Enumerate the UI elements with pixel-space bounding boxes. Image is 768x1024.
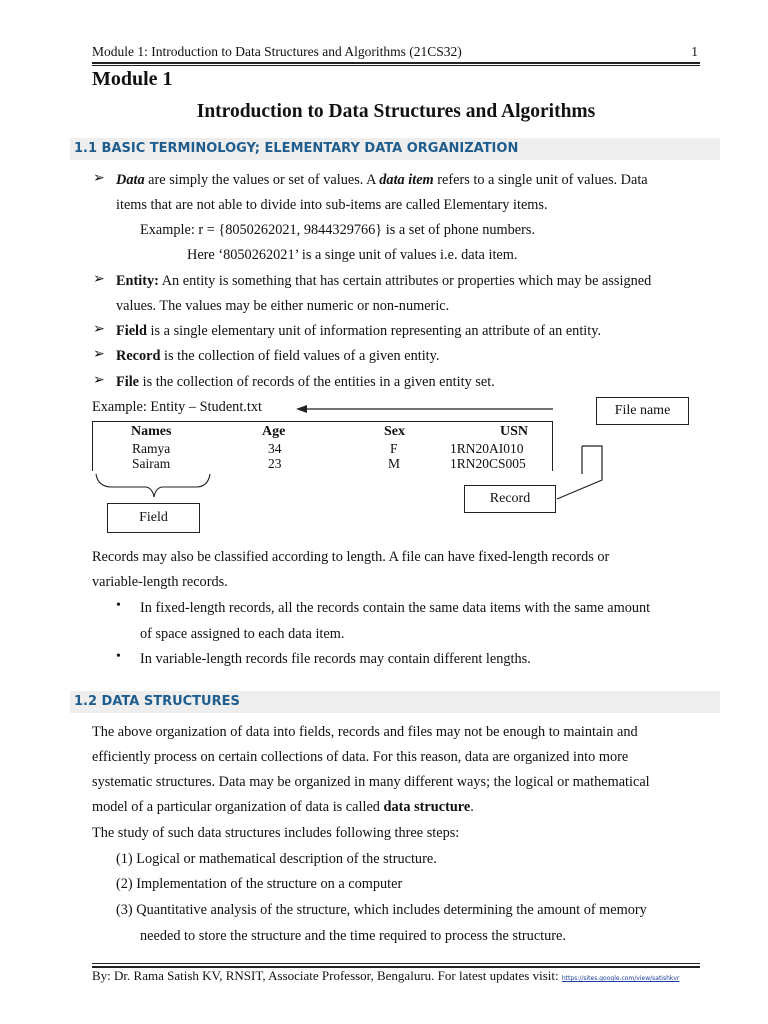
field-box: Field [107, 503, 200, 533]
running-title: Module 1: Introduction to Data Structures and Algorithms (21CS32) [92, 44, 462, 59]
ds-paragraph-line1: The above organization of data into fields, records and files may not be enough to maintain and [92, 724, 638, 740]
footer-author: By: Dr. Rama Satish KV, RNSIT, Associate Professor, Bengaluru. For latest updates visit: [92, 968, 562, 983]
record-definition: Record is the collection of field values of a given entity. [116, 348, 440, 364]
example-phone-numbers: Example: r = {8050262021, 9844329766} is a set of phone numbers. [140, 222, 536, 238]
bullet-dot-icon: • [116, 649, 121, 664]
module-label: Module 1 [92, 68, 173, 90]
records-paragraph-line2: variable-length records. [92, 574, 228, 590]
field-brace-icon [96, 474, 210, 497]
table-cell: Sairam [132, 456, 171, 471]
data-definition: Data are simply the values or set of values. A data item refers to a single unit of values. Data [116, 172, 648, 188]
page-number: 1 [691, 44, 698, 59]
table-cell: 1RN20CS005 [450, 456, 526, 471]
page-footer [92, 968, 679, 984]
data-item-term: data item [379, 172, 434, 188]
section-heading-1-1: 1.1 BASIC TERMINOLOGY; ELEMENTARY DATA ORGANIZATION [70, 138, 720, 160]
table-header-sex: Sex [384, 424, 405, 439]
field-definition: Field is a single elementary unit of information representing an attribute of an entity. [116, 323, 602, 339]
arrow-bullet-icon: ➢ [93, 347, 105, 362]
arrow-bullet-icon: ➢ [93, 373, 105, 388]
record-bracket [557, 446, 602, 499]
fixed-length-line2: of space assigned to each data item. [140, 626, 345, 642]
table-cell: 34 [268, 441, 282, 456]
table-header-names: Names [131, 424, 172, 439]
step-3-line2: needed to store the structure and the time required to process the structure. [140, 928, 566, 944]
example-data-item: Here ‘8050262021’ is a singe unit of values i.e. data item. [187, 247, 518, 263]
records-paragraph-line1: Records may also be classified according to length. A file can have fixed-length records or [92, 549, 610, 565]
ds-paragraph-line4: model of a particular organization of data is called data structure. [92, 799, 474, 815]
document-title: Introduction to Data Structures and Algorithms [196, 101, 596, 122]
step-1: (1) Logical or mathematical description of the structure. [116, 851, 437, 867]
arrow-bullet-icon: ➢ [93, 171, 105, 186]
file-definition: File is the collection of records of the entities in a given entity set. [116, 374, 495, 390]
table-cell: 1RN20AI010 [450, 441, 524, 456]
arrow-bullet-icon: ➢ [93, 272, 105, 287]
variable-length-line: In variable-length records file records may contain different lengths. [140, 651, 531, 667]
arrow-head-icon [296, 405, 307, 413]
step-3-line1: (3) Quantitative analysis of the structure, which includes determining the amount of memory [116, 902, 647, 918]
arrow-bullet-icon: ➢ [93, 322, 105, 337]
ds-paragraph-line3: systematic structures. Data may be organized in many different ways; the logical or mathematical [92, 774, 650, 790]
footer-rule-thin [92, 963, 700, 964]
table-header-usn: USN [500, 424, 529, 439]
bullet-dot-icon: • [116, 598, 121, 613]
data-definition-line2: items that are not able to divide into sub-items are called Elementary items. [116, 197, 548, 213]
study-steps-intro: The study of such data structures includes following three steps: [92, 825, 460, 841]
step-2: (2) Implementation of the structure on a computer [116, 876, 403, 892]
table-cell: M [388, 456, 401, 471]
record-box: Record [464, 485, 556, 513]
ds-paragraph-line2: efficiently process on certain collections of data. For this reason, data are organized into more [92, 749, 629, 765]
entity-definition-line2: values. The values may be either numeric or non-numeric. [116, 298, 450, 314]
table-cell: Ramya [132, 441, 171, 456]
table-cell: 23 [268, 456, 282, 471]
data-term: Data [116, 172, 145, 188]
table-cell: F [390, 441, 398, 456]
fixed-length-line1: In fixed-length records, all the records contain the same data items with the same amount [140, 600, 651, 616]
table-header-age: Age [262, 424, 286, 439]
section-heading-1-2: 1.2 DATA STRUCTURES [70, 691, 720, 713]
entity-definition: Entity: An entity is something that has certain attributes or properties which may be assigned [116, 273, 652, 289]
example-entity-caption: Example: Entity – Student.txt [92, 399, 262, 415]
file-name-box: File name [596, 397, 689, 425]
footer-link[interactable]: https://sites.google.com/view/satishkvr [561, 975, 680, 982]
